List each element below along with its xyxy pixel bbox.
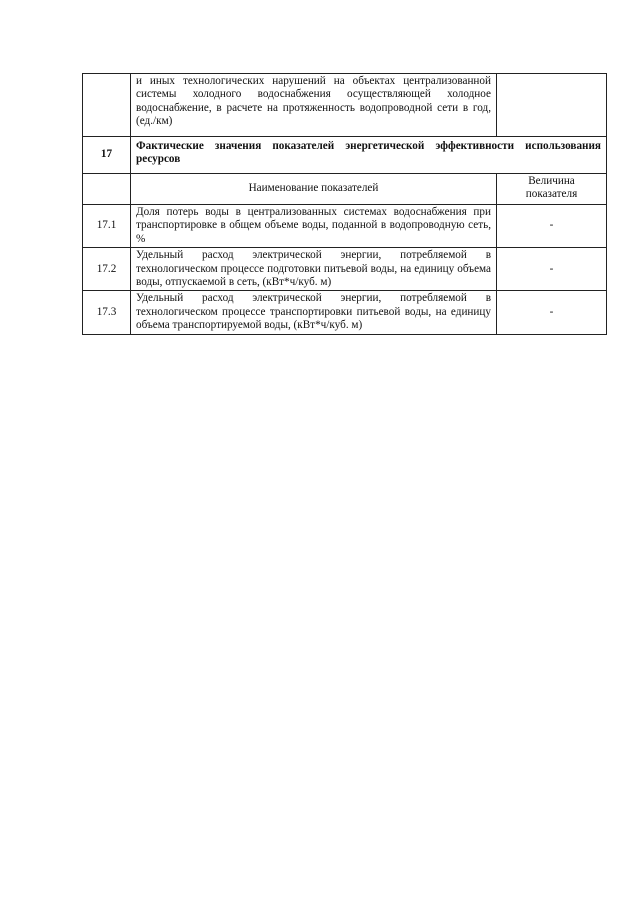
table-row-header	[83, 174, 607, 205]
row-name-cell: и иных технологических нарушений на объектах централизованной системы холодного водоснабжения осуществляющей холодное водоснабжение, в расчете на протяженность водопроводной сети в год, (ед./км)	[131, 74, 497, 137]
table-row	[83, 248, 607, 291]
section-number-cell: 17	[83, 137, 131, 174]
indicators-table	[82, 73, 607, 335]
row-value-cell: -	[497, 248, 607, 291]
row-name-cell: Удельный расход электрической энергии, потребляемой в технологическом процессе транспортировки питьевой воды, на единицу объема транспортируемой воды, (кВт*ч/куб. м)	[131, 291, 497, 334]
table-row-continuation	[83, 74, 607, 137]
row-value-cell: -	[497, 291, 607, 334]
header-number-cell	[83, 174, 131, 205]
row-number-cell: 17.2	[83, 248, 131, 291]
row-number-cell: 17.3	[83, 291, 131, 334]
row-number-cell: 17.1	[83, 205, 131, 248]
row-name-cell: Удельный расход электрической энергии, потребляемой в технологическом процессе подготовки питьевой воды, на единицу объема воды, отпускаемой в сеть, (кВт*ч/куб. м)	[131, 248, 497, 291]
row-value-cell: -	[497, 205, 607, 248]
table-row	[83, 205, 607, 248]
row-name-cell: Доля потерь воды в централизованных системах водоснабжения при транспортировке в общем объеме воды, поданной в водопроводную сеть, %	[131, 205, 497, 248]
table-row	[83, 291, 607, 334]
table-row-section	[83, 137, 607, 174]
row-value-cell	[497, 74, 607, 137]
row-number-cell	[83, 74, 131, 137]
header-value-cell: Величина показателя	[497, 174, 607, 205]
header-name-cell: Наименование показателей	[131, 174, 497, 205]
section-title-cell: Фактические значения показателей энергетической эффективности использования ресурсов	[131, 137, 607, 174]
